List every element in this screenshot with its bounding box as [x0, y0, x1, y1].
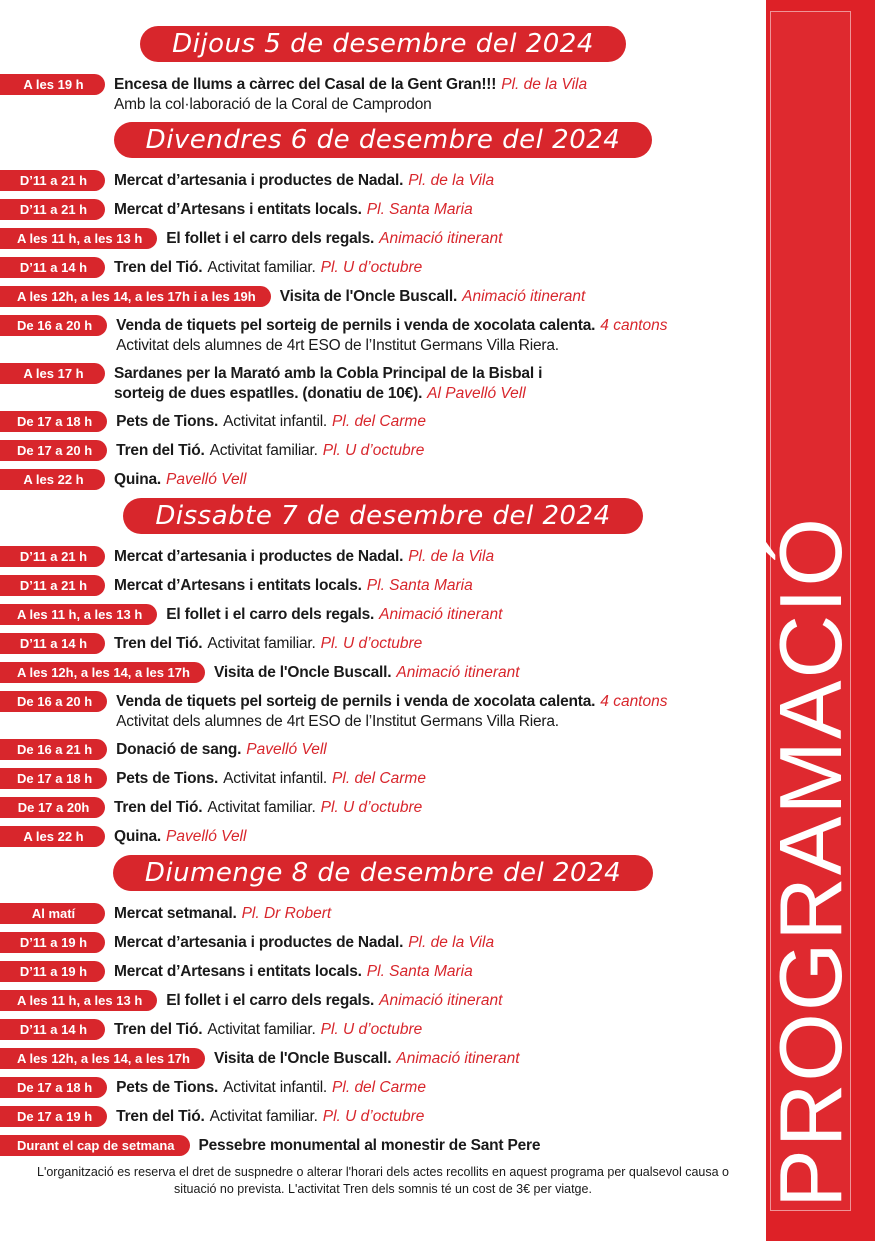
event-location: Pl. Santa Maria — [366, 201, 473, 218]
event-title: Venda de tiquets pel sorteig de pernils i venda de xocolata calenta. — [116, 693, 596, 710]
event-line — [116, 411, 426, 432]
event-line — [114, 575, 473, 596]
event-text — [105, 633, 422, 654]
time-badge: D’11 a 21 h — [0, 199, 105, 220]
event-text — [107, 440, 424, 461]
event-location: 4 cantons — [600, 317, 668, 334]
event-row — [0, 286, 766, 307]
event-title: Quina. — [114, 828, 162, 845]
event-location: Pl. del Carme — [332, 413, 426, 430]
event-title: Pets de Tions. — [116, 770, 219, 787]
time-badge: De 16 a 20 h — [0, 315, 107, 336]
event-title: Tren del Tió. — [114, 259, 203, 276]
sidebar-programacio — [760, 0, 875, 1241]
day-section — [0, 122, 766, 490]
day-header — [0, 498, 766, 534]
event-line — [116, 1106, 424, 1127]
time-badge: D’11 a 21 h — [0, 575, 105, 596]
time-badge: A les 12h, a les 14, a les 17h — [0, 662, 205, 683]
event-line — [114, 633, 422, 654]
sidebar-vertical-title: PROGRAMACIÓ — [760, 516, 860, 1208]
time-badge: Durant el cap de setmana — [0, 1135, 190, 1156]
event-row — [0, 1048, 766, 1069]
event-text — [105, 932, 494, 953]
event-detail: Amb la col·laboració de la Coral de Camprodon — [114, 96, 432, 113]
event-location: Pl. Santa Maria — [366, 963, 473, 980]
event-title: Visita de l'Oncle Buscall. — [279, 288, 458, 305]
event-text — [105, 575, 473, 596]
event-title: Pets de Tions. — [116, 1079, 219, 1096]
time-badge: De 17 a 20h — [0, 797, 105, 818]
event-text — [107, 1077, 426, 1098]
event-text — [157, 604, 502, 625]
event-detail: Activitat infantil. — [223, 770, 328, 787]
event-title: Pessebre monumental al monestir de Sant Pere — [198, 1137, 541, 1154]
event-title: Mercat d’artesania i productes de Nadal. — [114, 548, 404, 565]
time-badge: A les 11 h, a les 13 h — [0, 604, 157, 625]
event-title: Visita de l'Oncle Buscall. — [213, 664, 392, 681]
event-line — [116, 440, 424, 461]
time-badge: D’11 a 19 h — [0, 961, 105, 982]
event-text — [107, 739, 327, 760]
event-text — [105, 1019, 422, 1040]
event-text — [205, 662, 520, 683]
event-detail: Activitat familiar. — [207, 259, 316, 276]
day-section — [0, 855, 766, 1156]
event-line — [166, 604, 502, 625]
event-title: Mercat d’Artesans i entitats locals. — [114, 201, 362, 218]
event-row — [0, 932, 766, 953]
event-continuation-line — [116, 336, 667, 355]
event-continuation-line — [114, 95, 587, 114]
event-detail: Activitat familiar. — [207, 635, 316, 652]
event-line — [214, 662, 520, 683]
event-row — [0, 768, 766, 789]
event-detail: Activitat familiar. — [207, 1021, 316, 1038]
event-location: Animació itinerant — [379, 992, 503, 1009]
event-location: Pl. Santa Maria — [366, 577, 473, 594]
event-location: 4 cantons — [600, 693, 668, 710]
event-location: Pl. U d’octubre — [322, 1108, 425, 1125]
event-text — [107, 315, 667, 355]
event-row — [0, 440, 766, 461]
time-badge: A les 11 h, a les 13 h — [0, 228, 157, 249]
time-badge: De 17 a 20 h — [0, 440, 107, 461]
event-row — [0, 228, 766, 249]
event-title: Mercat d’artesania i productes de Nadal. — [114, 934, 404, 951]
event-location: Pl. U d’octubre — [322, 442, 425, 459]
event-detail: Activitat familiar. — [209, 1108, 318, 1125]
event-title: Tren del Tió. — [114, 799, 203, 816]
day-header-pill: Dissabte 7 de desembre del 2024 — [123, 498, 642, 534]
event-text — [271, 286, 586, 307]
event-row — [0, 199, 766, 220]
event-title: Tren del Tió. — [116, 1108, 205, 1125]
event-location: Pl. U d’octubre — [320, 635, 423, 652]
sidebar-inner-frame — [760, 11, 860, 1211]
event-row — [0, 691, 766, 731]
event-row — [0, 170, 766, 191]
event-location: Animació itinerant — [379, 230, 503, 247]
time-badge: De 16 a 20 h — [0, 691, 107, 712]
event-row — [0, 961, 766, 982]
event-title: Quina. — [114, 471, 162, 488]
event-text — [105, 257, 422, 278]
event-text — [105, 961, 473, 982]
event-text — [105, 903, 331, 924]
day-sections — [0, 26, 766, 1156]
day-header-pill: Diumenge 8 de desembre del 2024 — [113, 855, 653, 891]
time-badge: D’11 a 21 h — [0, 546, 105, 567]
event-row — [0, 739, 766, 760]
event-line — [116, 768, 426, 789]
event-title: Visita de l'Oncle Buscall. — [213, 1050, 392, 1067]
event-row — [0, 74, 766, 114]
time-badge: De 16 a 21 h — [0, 739, 107, 760]
event-line — [114, 199, 473, 220]
event-row — [0, 257, 766, 278]
event-title: El follet i el carro dels regals. — [166, 992, 375, 1009]
event-row — [0, 1077, 766, 1098]
event-text — [105, 170, 494, 191]
event-line — [114, 961, 473, 982]
day-header-pill: Divendres 6 de desembre del 2024 — [114, 122, 653, 158]
event-line — [214, 1048, 520, 1069]
event-row — [0, 633, 766, 654]
event-text — [105, 363, 542, 403]
event-text — [107, 1106, 424, 1127]
event-line — [114, 170, 494, 191]
event-row — [0, 1106, 766, 1127]
time-badge: De 17 a 18 h — [0, 768, 107, 789]
time-badge: De 17 a 19 h — [0, 1106, 107, 1127]
event-row — [0, 315, 766, 355]
event-detail: Activitat infantil. — [223, 1079, 328, 1096]
event-line — [116, 1077, 426, 1098]
event-line — [114, 546, 494, 567]
event-location: Animació itinerant — [462, 288, 586, 305]
event-title: sorteig de dues espatlles. (donatiu de 10€). — [114, 385, 423, 402]
event-text — [105, 546, 494, 567]
event-detail: Activitat familiar. — [209, 442, 318, 459]
event-title: Mercat d’artesania i productes de Nadal. — [114, 172, 404, 189]
event-text — [105, 199, 473, 220]
event-text — [107, 691, 667, 731]
event-location: Pl. U d’octubre — [320, 799, 423, 816]
event-title: Pets de Tions. — [116, 413, 219, 430]
event-location: Pavelló Vell — [246, 741, 327, 758]
event-continuation-line — [116, 712, 667, 731]
day-header-pill: Dijous 5 de desembre del 2024 — [140, 26, 626, 62]
event-title: Mercat d’Artesans i entitats locals. — [114, 963, 362, 980]
time-badge: D’11 a 14 h — [0, 1019, 105, 1040]
event-location: Pl. de la Vila — [408, 172, 495, 189]
event-location: Pl. Dr Robert — [241, 905, 332, 922]
day-header — [0, 26, 766, 62]
time-badge: D’11 a 14 h — [0, 257, 105, 278]
event-row — [0, 604, 766, 625]
day-header — [0, 855, 766, 891]
event-line — [114, 826, 246, 847]
event-continuation-line — [114, 384, 542, 403]
event-title: Venda de tiquets pel sorteig de pernils i venda de xocolata calenta. — [116, 317, 596, 334]
footer-disclaimer: L'organització es reserva el dret de suspnedre o alterar l'horari dels actes recollits en aquest programa per qualsevol causa o situació no prevista. L'activitat Tren dels somnis té un cost de 3€ per viatge. — [37, 1165, 729, 1196]
event-location: Al Pavelló Vell — [427, 385, 526, 402]
day-section — [0, 498, 766, 847]
event-text — [157, 990, 502, 1011]
event-line — [114, 74, 587, 95]
event-detail: Activitat infantil. — [223, 413, 328, 430]
event-line — [114, 903, 331, 924]
event-title: Encesa de llums a càrrec del Casal de la Gent Gran!!! — [114, 76, 497, 93]
event-location: Pl. U d’octubre — [320, 259, 423, 276]
time-badge: D’11 a 19 h — [0, 932, 105, 953]
event-row — [0, 990, 766, 1011]
event-line — [116, 691, 667, 712]
event-row — [0, 1019, 766, 1040]
time-badge: A les 12h, a les 14, a les 17h — [0, 1048, 205, 1069]
event-location: Pavelló Vell — [166, 471, 247, 488]
event-location: Pl. U d’octubre — [320, 1021, 423, 1038]
event-line — [166, 228, 502, 249]
event-row — [0, 363, 766, 403]
event-text — [105, 797, 422, 818]
event-text — [190, 1135, 541, 1156]
event-text — [105, 469, 246, 490]
time-badge: D’11 a 21 h — [0, 170, 105, 191]
event-row — [0, 546, 766, 567]
event-detail: Activitat dels alumnes de 4rt ESO de l’Institut Germans Villa Riera. — [116, 713, 559, 730]
event-location: Pl. de la Vila — [408, 934, 495, 951]
event-location: Pl. del Carme — [332, 770, 426, 787]
time-badge: A les 22 h — [0, 826, 105, 847]
event-line — [114, 363, 542, 384]
event-title: Donació de sang. — [116, 741, 242, 758]
event-detail: Activitat dels alumnes de 4rt ESO de l’Institut Germans Villa Riera. — [116, 337, 559, 354]
event-text — [205, 1048, 520, 1069]
time-badge: Al matí — [0, 903, 105, 924]
event-location: Animació itinerant — [396, 1050, 520, 1067]
event-title: Tren del Tió. — [114, 1021, 203, 1038]
event-title: Mercat d’Artesans i entitats locals. — [114, 577, 362, 594]
event-row — [0, 826, 766, 847]
event-location: Pl. de la Vila — [501, 76, 588, 93]
event-location: Animació itinerant — [396, 664, 520, 681]
event-location: Pl. del Carme — [332, 1079, 426, 1096]
event-row — [0, 662, 766, 683]
day-header — [0, 122, 766, 158]
time-badge: A les 22 h — [0, 469, 105, 490]
event-line — [280, 286, 586, 307]
event-title: Tren del Tió. — [114, 635, 203, 652]
event-line — [114, 797, 422, 818]
time-badge: A les 11 h, a les 13 h — [0, 990, 157, 1011]
time-badge: De 17 a 18 h — [0, 411, 107, 432]
event-line — [199, 1135, 541, 1156]
time-badge: A les 12h, a les 14, a les 17h i a les 19h — [0, 286, 271, 307]
event-location: Pavelló Vell — [166, 828, 247, 845]
event-title: Mercat setmanal. — [114, 905, 237, 922]
event-text — [105, 74, 587, 114]
event-line — [114, 932, 494, 953]
event-text — [107, 411, 426, 432]
event-text — [107, 768, 426, 789]
event-line — [116, 739, 327, 760]
event-title: El follet i el carro dels regals. — [166, 606, 375, 623]
event-row — [0, 575, 766, 596]
event-text — [105, 826, 246, 847]
event-row — [0, 1135, 766, 1156]
event-text — [157, 228, 502, 249]
event-title: El follet i el carro dels regals. — [166, 230, 375, 247]
event-title: Sardanes per la Marató amb la Cobla Principal de la Bisbal i — [114, 365, 543, 382]
event-line — [114, 1019, 422, 1040]
event-location: Pl. de la Vila — [408, 548, 495, 565]
time-badge: D’11 a 14 h — [0, 633, 105, 654]
event-row — [0, 411, 766, 432]
event-location: Animació itinerant — [379, 606, 503, 623]
event-title: Tren del Tió. — [116, 442, 205, 459]
time-badge: A les 17 h — [0, 363, 105, 384]
event-detail: Activitat familiar. — [207, 799, 316, 816]
event-line — [116, 315, 667, 336]
event-row — [0, 903, 766, 924]
event-row — [0, 469, 766, 490]
time-badge: A les 19 h — [0, 74, 105, 95]
event-line — [166, 990, 502, 1011]
event-line — [114, 469, 246, 490]
event-line — [114, 257, 422, 278]
day-section — [0, 26, 766, 114]
event-row — [0, 797, 766, 818]
time-badge: De 17 a 18 h — [0, 1077, 107, 1098]
